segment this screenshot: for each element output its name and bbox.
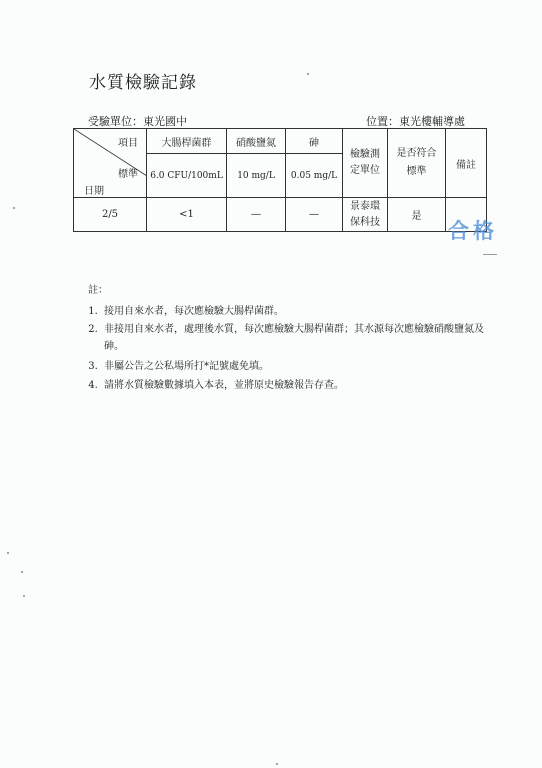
standard-nitrate: 10 mg/L xyxy=(227,154,286,198)
scan-speck xyxy=(13,207,15,209)
lab-header xyxy=(343,129,388,198)
param-header-nitrate: 硝酸鹽氮 xyxy=(227,129,286,154)
param-header-arsenic: 砷 xyxy=(286,129,343,154)
note-item: 2. 非接用自來水者，處理後水質，每次應檢驗大腸桿菌群；其水源每次應檢驗硝酸鹽氮及砷。 xyxy=(101,321,492,355)
note-item: 3. 非屬公告之公私場所打*記號處免填。 xyxy=(101,357,492,376)
scan-speck xyxy=(7,552,9,554)
scan-speck xyxy=(307,73,309,75)
row-nitrate: — xyxy=(227,198,286,232)
inspection-table xyxy=(73,128,487,232)
row-date: 2/5 xyxy=(74,198,147,232)
compliance-header-text: 是否符合標準 xyxy=(396,148,437,177)
location: 位置：東光樓輔導處 xyxy=(366,115,465,128)
remarks-header: 備註 xyxy=(446,129,487,198)
standard-arsenic: 0.05 mg/L xyxy=(286,154,343,198)
corner-standard-label: 標準 xyxy=(118,169,138,180)
document-title: 水質檢驗記錄 xyxy=(89,73,197,93)
row-coliform: <1 xyxy=(147,198,227,232)
param-header-coliform: 大腸桿菌群 xyxy=(147,129,227,154)
scan-speck xyxy=(276,763,278,765)
notes-section xyxy=(88,281,492,395)
row-lab-text: 景泰環保科技 xyxy=(350,200,380,228)
row-compliant: 是 xyxy=(388,198,446,232)
notes-list xyxy=(88,302,492,395)
notes-title: 註： xyxy=(88,285,108,296)
corner-item-label: 項目 xyxy=(118,138,138,149)
scan-speck xyxy=(21,571,23,573)
scan-speck xyxy=(23,595,25,597)
corner-cell xyxy=(74,129,147,198)
standard-coliform: 6.0 CFU/100mL xyxy=(147,154,227,198)
table-row xyxy=(74,198,487,232)
lab-header-text: 檢驗測定單位 xyxy=(350,149,380,176)
header-row xyxy=(74,129,487,154)
compliance-header xyxy=(388,129,446,198)
inspected-unit: 受驗單位：東光國中 xyxy=(88,115,187,128)
pen-mark xyxy=(483,254,497,255)
corner-date-label: 日期 xyxy=(84,186,104,197)
note-item: 1. 接用自來水者，每次應檢驗大腸桿菌群。 xyxy=(101,302,492,321)
row-arsenic: — xyxy=(286,198,343,232)
note-item: 4. 請將水質檢驗數據填入本表，並將原史檢驗報告存查。 xyxy=(101,376,492,395)
pass-stamp: 合格 xyxy=(448,219,498,243)
row-lab xyxy=(343,198,388,232)
